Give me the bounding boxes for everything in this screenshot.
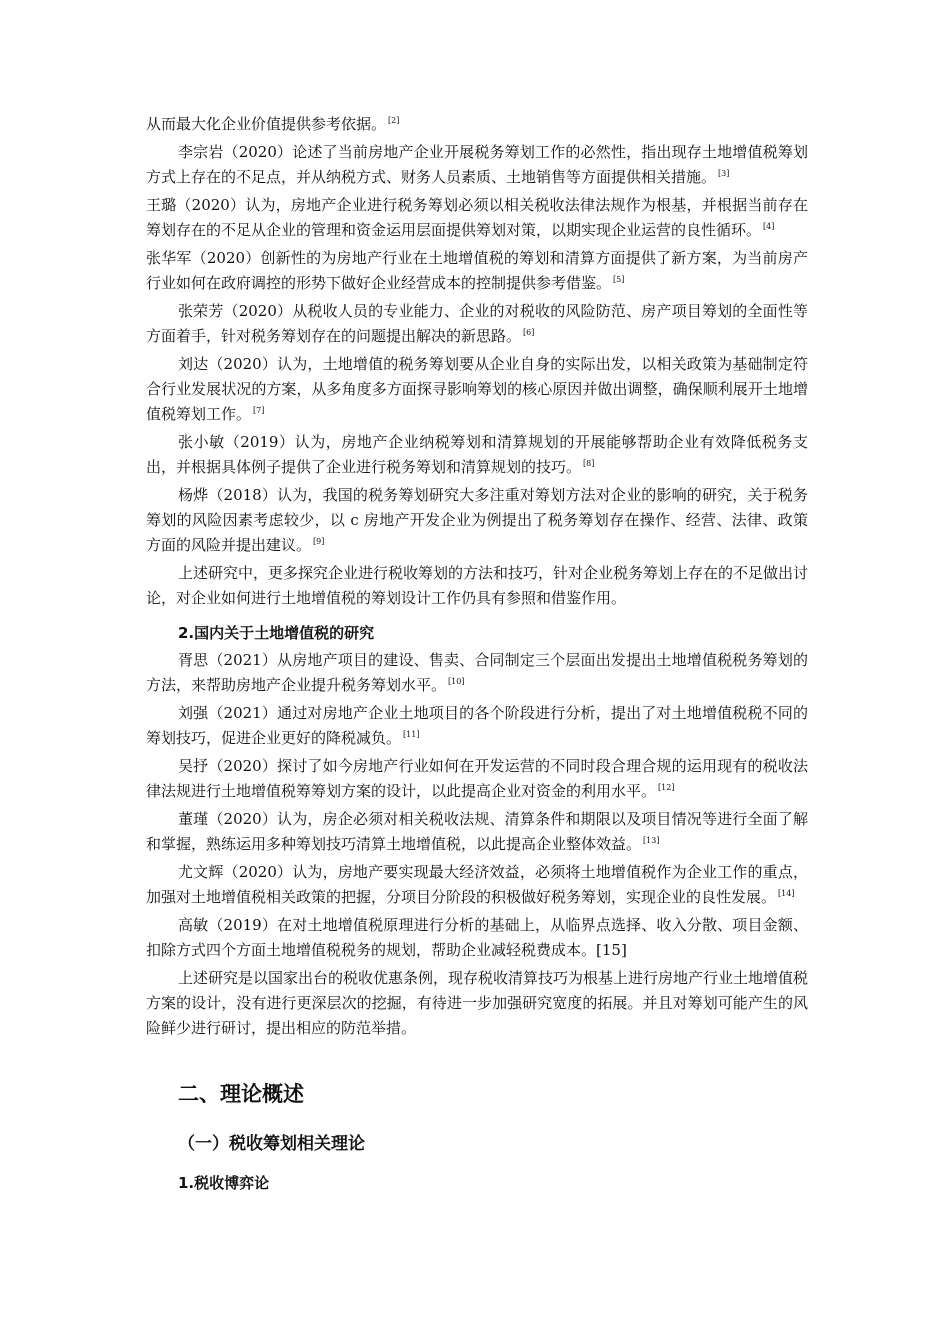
paragraph-text: 刘强（2021）通过对房地产企业土地项目的各个阶段进行分析，提出了对土地增值税税不同的筹划技巧，促进企业更好的降税减负。 [146, 704, 808, 747]
paragraph [146, 483, 808, 558]
paragraph-text: 张小敏（2019）认为，房地产企业纳税筹划和清算规划的开展能够帮助企业有效降低税务支出，并根据具体例子提供了企业进行税务筹划和清算规划的技巧。 [146, 433, 808, 476]
chapter-heading: 二、理论概述 [178, 1082, 304, 1106]
paragraph-text: 上述研究是以国家出台的税收优惠条例，现存税收清算技巧为根基上进行房地产行业土地增值税方案的设计，没有进行更深层次的挖掘，有待进一步加强研究宽度的拓展。并且对筹划可能产生的风险鲜少进行研讨，提出相应的防范举措。 [146, 969, 809, 1037]
paragraph-text: 刘达（2020）认为，土地增值的税务筹划要从企业自身的实际出发，以相关政策为基础制定符合行业发展状况的方案，从多角度多方面探寻影响筹划的核心原因并做出调整，确保顺利展开土地增值税筹划工作。 [146, 355, 808, 423]
paragraph [146, 860, 808, 910]
citation-ref: [10] [448, 677, 465, 686]
paragraph [146, 140, 808, 190]
paragraph-text: 从而最大化企业价值提供参考依据。 [146, 115, 387, 133]
paragraph [146, 112, 808, 137]
paragraph [146, 193, 808, 243]
citation-ref: [8] [583, 459, 595, 468]
paragraph-text: 吴抒（2020）探讨了如今房地产行业如何在开发运营的不同时段合理合规的运用现有的税收法律法规进行土地增值税筹筹划方案的设计，以此提高企业对资金的利用水平。 [146, 757, 808, 800]
paragraph-text: 胥思（2021）从房地产项目的建设、售卖、合同制定三个层面出发提出土地增值税税务筹划的方法，来帮助房地产企业提升税务筹划水平。 [146, 651, 808, 694]
paragraph-text: 张华军（2020）创新性的为房地产行业在土地增值税的筹划和清算方面提供了新方案，为当前房产行业如何在政府调控的形势下做好企业经营成本的控制提供参考借鉴。 [146, 249, 808, 292]
paragraph [146, 430, 808, 480]
citation-ref: [12] [658, 783, 675, 792]
paragraph [146, 561, 808, 611]
citation-ref: [2] [388, 116, 400, 125]
paragraph [146, 966, 808, 1041]
citation-ref: [3] [718, 169, 730, 178]
citation-ref: [13] [643, 836, 660, 845]
document-page [146, 112, 808, 1195]
paragraph-text: 高敏（2019）在对土地增值税原理进行分析的基础上，从临界点选择、收入分散、项目金额、扣除方式四个方面土地增值税税务的规划，帮助企业减轻税费成本。[15] [146, 916, 808, 959]
section-heading: 2.国内关于土地增值税的研究 [178, 624, 375, 642]
paragraph-text: 上述研究中，更多探究企业进行税收筹划的方法和技巧，针对企业税务筹划上存在的不足做出讨论，对企业如何进行土地增值税的筹划设计工作仍具有参照和借鉴作用。 [146, 564, 809, 607]
paragraph [146, 648, 808, 698]
literature-review-part1 [146, 112, 808, 611]
subsubsection-heading: 1.税收博弈论 [178, 1174, 270, 1192]
paragraph-text: 杨烨（2018）认为，我国的税务筹划研究大多注重对筹划方法对企业的影响的研究，关于税务筹划的风险因素考虑较少，以 c 房地产开发企业为例提出了税务筹划存在操作、经营、法律、政策方面的风险并提出建议。 [146, 486, 808, 554]
citation-ref: [4] [763, 222, 775, 231]
citation-ref: [6] [523, 328, 535, 337]
citation-ref: [7] [253, 406, 265, 415]
paragraph [146, 754, 808, 804]
paragraph-text: 尤文辉（2020）认为，房地产要实现最大经济效益，必须将土地增值税作为企业工作的重点，加强对土地增值税相关政策的把握，分项目分阶段的积极做好税务筹划，实现企业的良性发展。 [146, 863, 808, 906]
citation-ref: [11] [403, 730, 420, 739]
citation-ref: [5] [613, 275, 625, 284]
subsection-heading: （一）税收筹划相关理论 [178, 1134, 365, 1154]
paragraph [146, 701, 808, 751]
paragraph [146, 299, 808, 349]
paragraph-text: 王璐（2020）认为，房地产企业进行税务筹划必须以相关税收法律法规作为根基，并根据当前存在筹划存在的不足从企业的管理和资金运用层面提供筹划对策，以期实现企业运营的良性循环。 [146, 196, 808, 239]
paragraph-text: 董瑾（2020）认为，房企必须对相关税收法规、清算条件和期限以及项目情况等进行全面了解和掌握，熟练运用多种筹划技巧清算土地增值税，以此提高企业整体效益。 [146, 810, 808, 853]
citation-ref: [9] [313, 537, 325, 546]
paragraph-text: 张荣芳（2020）从税收人员的专业能力、企业的对税收的风险防范、房产项目筹划的全面性等方面着手，针对税务筹划存在的问题提出解决的新思路。 [146, 302, 808, 345]
paragraph [146, 352, 808, 427]
paragraph [146, 913, 808, 963]
paragraph [146, 807, 808, 857]
paragraph-text: 李宗岩（2020）论述了当前房地产企业开展税务筹划工作的必然性，指出现存土地增值税筹划方式上存在的不足点，并从纳税方式、财务人员素质、土地销售等方面提供相关措施。 [146, 143, 808, 186]
paragraph [146, 246, 808, 296]
literature-review-part2 [146, 648, 808, 1041]
citation-ref: [14] [778, 889, 795, 898]
